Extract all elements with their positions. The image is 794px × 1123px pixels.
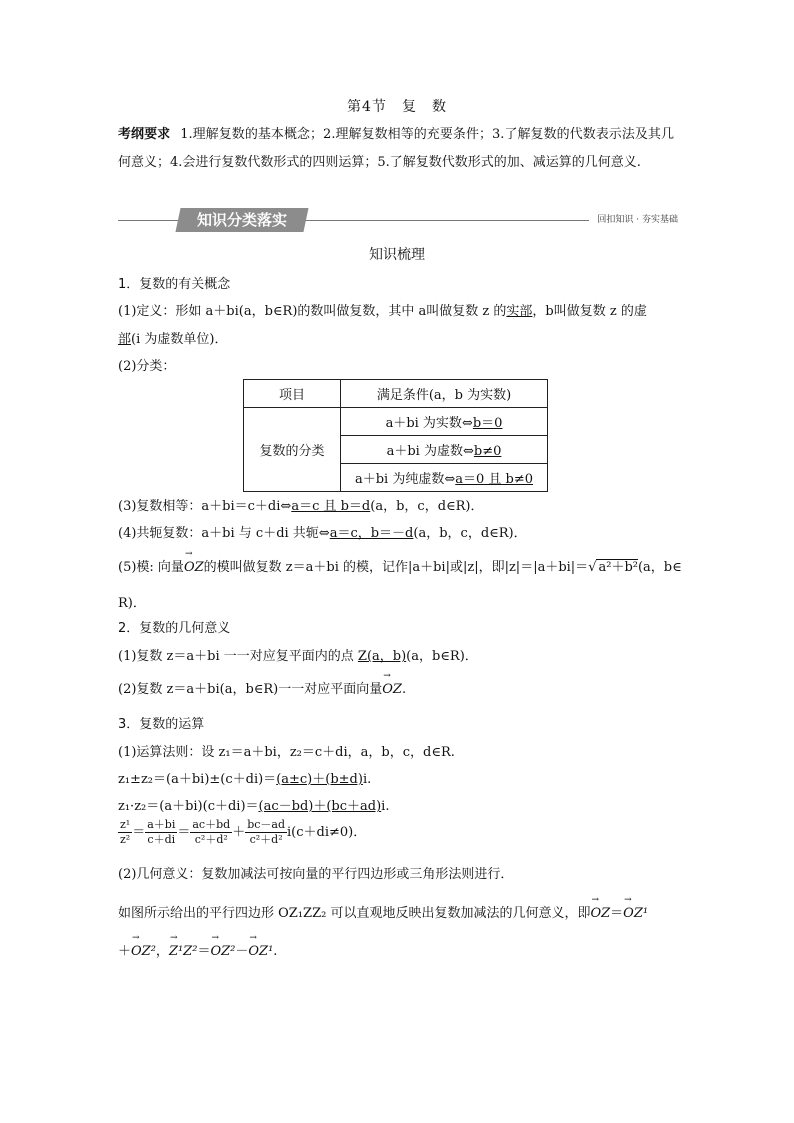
multiplication-line — [118, 795, 389, 814]
heading-1: 1．复数的有关概念 — [118, 277, 231, 292]
denominator: c²＋d² — [249, 833, 283, 846]
sqrt-expression: a²＋b² — [598, 560, 638, 575]
subsection-title: 知识梳理 — [369, 247, 425, 263]
text: － — [235, 944, 249, 959]
syllabus-requirements — [118, 121, 674, 177]
text: (a，b∈R)． — [406, 649, 478, 664]
answer-blank: (a±c)＋(b±d) — [276, 772, 363, 787]
division-line: $\frac{\text{z¹}}{\text{z²}}$ ＝ $\frac{a+bi}{c+di}$ ＝ $\frac{ac+bd}{\text{c²＋d²}}$ ＋ $\frac{bc-ad}{\text{c²＋d²}}$ i(c＋di≠0)． — [120, 818, 367, 846]
definition-line-2 — [118, 328, 227, 347]
text: (i 为虚数单位)． — [131, 332, 228, 347]
text: (1)定义：形如 a＋bi(a，b∈R)的数叫做复数，其中 a叫做复数 z 的 — [118, 304, 507, 319]
section-banner — [118, 208, 678, 234]
numerator: z¹ — [120, 818, 131, 831]
geometric-line-2 — [118, 678, 406, 697]
answer-blank: a＝0 且 b≠0 — [455, 472, 534, 487]
table-row — [244, 380, 548, 408]
heading-3: 3．复数的运算 — [118, 717, 205, 732]
parallelogram-line — [118, 902, 648, 921]
vector-oz2: → OZ² — [131, 944, 156, 959]
vector-oz1: → OZ¹ — [248, 944, 273, 959]
answer-blank: 部 — [118, 332, 132, 347]
vector-oz: → OZ — [184, 560, 204, 575]
operation-rule: (1)运算法则：设 z₁＝a＋bi，z₂＝c＋di，a，b，c，d∈R. — [118, 745, 455, 760]
text: (1)复数 z＝a＋bi 一一对应复平面内的点 — [118, 649, 358, 664]
definition-line — [118, 300, 647, 319]
text: ＝ — [197, 944, 211, 959]
text: (a，b，c，d∈R)． — [370, 499, 484, 514]
answer-blank: b＝0 — [472, 416, 503, 431]
modulus-line: (5)模: 向量→ OZ的模叫做复数 z＝a＋bi 的模，记作|a＋bi|或|z|，即|z|＝|a＋bi|＝√ a²＋b²(a，b∈ — [118, 556, 682, 575]
text: z₁±z₂＝(a＋bi)±(c＋di)＝ — [118, 772, 277, 787]
text: z₁·z₂＝(a＋bi)(c＋di)＝ — [118, 799, 259, 814]
conjugate-line — [118, 522, 527, 541]
numerator: ac＋bd — [192, 818, 231, 831]
text: a＋bi 为实数⇔ — [385, 416, 473, 431]
denominator: c＋di — [147, 833, 176, 846]
table-cell — [341, 436, 548, 464]
banner-title: 知识分类落实 — [196, 211, 287, 229]
fraction-z — [118, 818, 132, 847]
answer-blank: a＝c，b＝－d — [329, 526, 414, 541]
section-title: 第4节 复 数 — [347, 99, 447, 115]
text: (a，b∈ — [637, 560, 682, 575]
parallelogram-line-2 — [118, 940, 277, 959]
vector-oz1: → OZ¹ — [623, 906, 648, 921]
requirements-label: 考纲要求 — [118, 127, 171, 142]
table-row-label: 复数的分类 — [244, 408, 341, 492]
geometric-meaning-line: (2)几何意义：复数加减法可按向量的平行四边形或三角形法则进行． — [118, 867, 514, 882]
answer-blank: 实部 — [506, 304, 533, 319]
fraction-real — [190, 818, 232, 847]
text: 的模叫做复数 z＝a＋bi 的模，记作|a＋bi|或|z|，即|z|＝|a＋bi|＝ — [203, 560, 589, 575]
answer-blank: (ac－bd)＋(bc＋ad) — [258, 799, 382, 814]
vector-oz2: → OZ² — [210, 944, 235, 959]
text: ＋ — [118, 944, 132, 959]
text: i. — [362, 772, 372, 787]
equality-line — [118, 495, 484, 514]
numerator: a＋bi — [147, 818, 176, 831]
requirements-text: 1.理解复数的基本概念；2.理解复数相等的充要条件；3.了解复数的代数表示法及其几何意义；4.会进行复数代数形式的四则运算；5.了解复数代数形式的加、减运算的几何意义. — [118, 127, 674, 170]
text: (3)复数相等：a＋bi＝c＋di⇔ — [118, 499, 292, 514]
text: . — [401, 682, 407, 697]
denominator: z² — [120, 833, 131, 846]
text: i(c＋di≠0)． — [287, 825, 367, 840]
heading-2: 2．复数的几何意义 — [118, 621, 231, 636]
vector-oz: → OZ — [382, 682, 402, 697]
answer-blank: Z(a，b) — [357, 649, 407, 664]
table-row — [244, 408, 548, 436]
table-header: 项目 — [244, 380, 341, 408]
text: . — [273, 944, 278, 959]
table-cell — [341, 408, 548, 436]
fraction-ab — [145, 818, 177, 847]
text: a＋bi 为纯虚数⇔ — [354, 472, 456, 487]
text: ＝ — [610, 906, 624, 921]
text: (4)共轭复数：a＋bi 与 c＋di 共轭⇔ — [118, 526, 330, 541]
geometric-line-1 — [118, 645, 478, 664]
classification-label: (2)分类： — [118, 359, 176, 374]
numerator: bc－ad — [247, 818, 286, 831]
fraction-imag — [245, 818, 287, 847]
vector-z1z2: → Z¹Z² — [169, 944, 198, 959]
text: ， — [155, 944, 169, 959]
classification-table — [243, 379, 548, 492]
addition-line — [118, 768, 371, 787]
banner-subtitle: 回扣知识 · 夯实基础 — [589, 212, 678, 225]
text: (a，b，c，d∈R)． — [413, 526, 527, 541]
modulus-line-2: R)． — [118, 596, 146, 611]
text: 如图所示给出的平行四边形 OZ₁ZZ₂ 可以直观地反映出复数加减法的几何意义，即 — [118, 906, 591, 921]
text: ，b叫做复数 z 的虚 — [532, 304, 647, 319]
table-cell — [341, 464, 548, 492]
text: i. — [381, 799, 390, 814]
text: (2)复数 z＝a＋bi(a，b∈R)一一对应平面向量 — [118, 682, 383, 697]
answer-blank: b≠0 — [473, 444, 502, 459]
vector-oz: → OZ — [590, 906, 610, 921]
text: a＋bi 为虚数⇔ — [386, 444, 474, 459]
answer-blank: a＝c 且 b＝d — [291, 499, 371, 514]
denominator: c²＋d² — [194, 833, 228, 846]
text: (5)模: 向量 — [118, 560, 184, 575]
table-header: 满足条件(a，b 为实数) — [341, 380, 548, 408]
